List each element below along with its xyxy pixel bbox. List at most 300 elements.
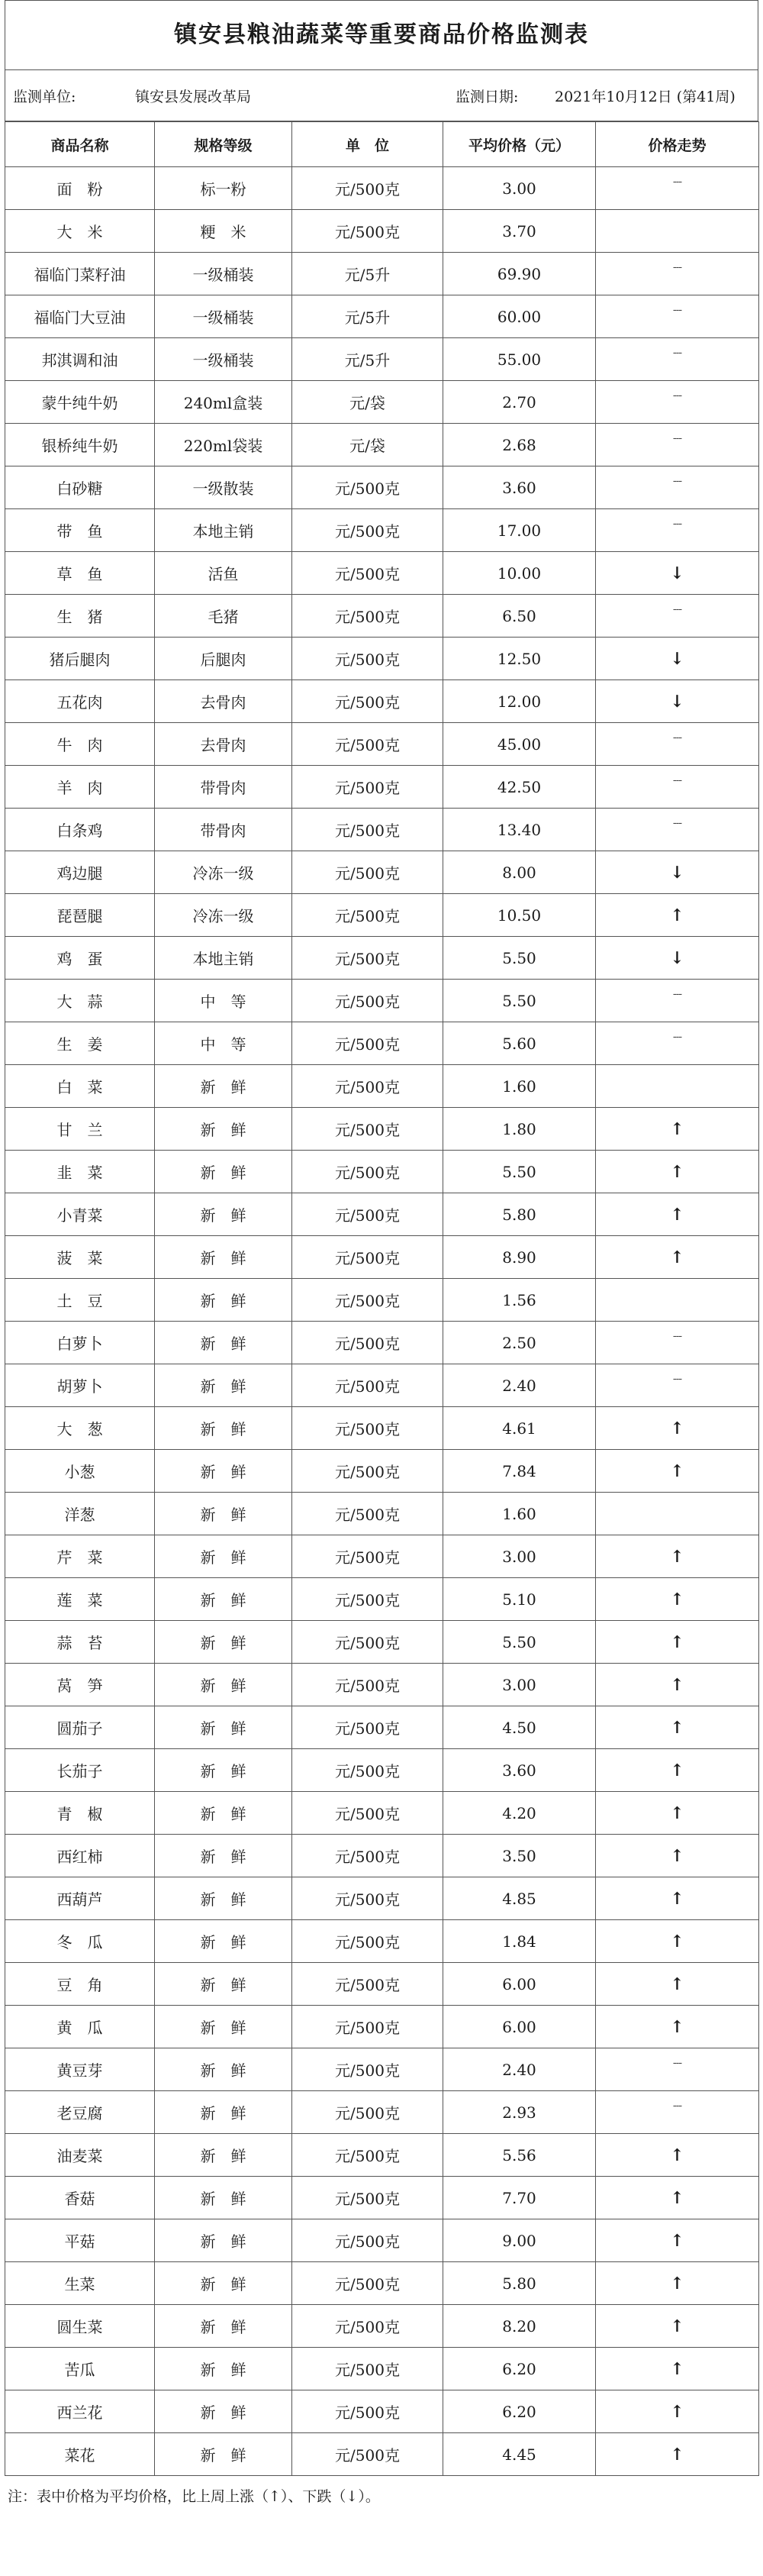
cell-trend (596, 1108, 759, 1151)
arrow-down-icon: ↓ (670, 648, 684, 669)
table-row (5, 1108, 759, 1151)
cell-unit: 元/500克 (292, 766, 443, 809)
table-row (5, 851, 759, 894)
cell-name: 蒜 苔 (5, 1621, 155, 1664)
cell-spec: 新 鲜 (155, 2348, 292, 2390)
cell-price: 1.84 (443, 1920, 596, 1963)
cell-name: 圆茄子 (5, 1706, 155, 1749)
cell-name: 洋葱 (5, 1493, 155, 1535)
table-row (5, 1279, 759, 1322)
arrow-up-icon: ↑ (670, 1418, 684, 1438)
monitor-date-label: 监测日期: (456, 88, 519, 105)
table-row (5, 1664, 759, 1706)
price-sheet (5, 0, 758, 2515)
table-row (5, 1877, 759, 1920)
cell-price: 2.70 (443, 381, 596, 424)
cell-spec: 一级桶装 (155, 338, 292, 381)
cell-trend (596, 2134, 759, 2177)
cell-trend (596, 1835, 759, 1877)
cell-price: 55.00 (443, 338, 596, 381)
table-row (5, 937, 759, 980)
cell-name: 带 鱼 (5, 509, 155, 552)
cell-unit: 元/500克 (292, 1322, 443, 1364)
flat-trend-mark: --- (672, 474, 682, 487)
cell-price: 5.50 (443, 1621, 596, 1664)
header-price: 平均价格（元） (443, 122, 596, 167)
table-row (5, 1450, 759, 1493)
table-row (5, 552, 759, 595)
cell-spec: 带骨肉 (155, 809, 292, 851)
table-row (5, 809, 759, 851)
cell-trend (596, 980, 759, 1022)
cell-price: 17.00 (443, 509, 596, 552)
cell-spec: 毛猪 (155, 595, 292, 638)
cell-unit: 元/500克 (292, 1108, 443, 1151)
cell-name: 羊 肉 (5, 766, 155, 809)
cell-price: 5.80 (443, 2262, 596, 2305)
table-row (5, 381, 759, 424)
table-row (5, 295, 759, 338)
cell-name: 大 葱 (5, 1407, 155, 1450)
table-row (5, 1364, 759, 1407)
cell-spec: 新 鲜 (155, 2091, 292, 2134)
cell-spec: 新 鲜 (155, 1877, 292, 1920)
cell-spec: 本地主销 (155, 509, 292, 552)
cell-name: 大 米 (5, 210, 155, 253)
cell-unit: 元/500克 (292, 809, 443, 851)
arrow-up-icon: ↑ (670, 2316, 684, 2336)
cell-unit: 元/500克 (292, 1621, 443, 1664)
table-row (5, 2091, 759, 2134)
cell-spec: 一级桶装 (155, 295, 292, 338)
cell-trend (596, 2219, 759, 2262)
cell-trend (596, 210, 759, 253)
table-row (5, 1322, 759, 1364)
flat-trend-mark: --- (672, 1030, 682, 1043)
flat-trend-mark: --- (672, 2099, 682, 2112)
cell-trend (596, 851, 759, 894)
cell-trend (596, 2305, 759, 2348)
cell-name: 白萝卜 (5, 1322, 155, 1364)
arrow-up-icon: ↑ (670, 2358, 684, 2379)
cell-spec: 冷冻一级 (155, 894, 292, 937)
table-body (5, 167, 759, 2476)
cell-price: 4.20 (443, 1792, 596, 1835)
cell-name: 牛 肉 (5, 723, 155, 766)
cell-name: 芹 菜 (5, 1535, 155, 1578)
cell-price: 3.00 (443, 167, 596, 210)
cell-spec: 去骨肉 (155, 680, 292, 723)
cell-price: 13.40 (443, 809, 596, 851)
price-table (5, 121, 759, 2476)
table-row (5, 167, 759, 210)
table-row (5, 1920, 759, 1963)
cell-name: 西葫芦 (5, 1877, 155, 1920)
cell-unit: 元/500克 (292, 1065, 443, 1108)
cell-name: 长茄子 (5, 1749, 155, 1792)
cell-spec: 新 鲜 (155, 1151, 292, 1193)
cell-name: 油麦菜 (5, 2134, 155, 2177)
table-row (5, 723, 759, 766)
cell-unit: 元/500克 (292, 210, 443, 253)
table-row (5, 2006, 759, 2048)
cell-price: 6.20 (443, 2390, 596, 2433)
flat-trend-mark: --- (672, 2056, 682, 2069)
arrow-up-icon: ↑ (670, 905, 684, 925)
cell-price: 3.50 (443, 1835, 596, 1877)
monitor-date-value: 2021年10月12日 (第41周) (555, 88, 736, 105)
cell-name: 福临门大豆油 (5, 295, 155, 338)
table-row (5, 1407, 759, 1450)
cell-price: 6.50 (443, 595, 596, 638)
cell-unit: 元/500克 (292, 1022, 443, 1065)
cell-trend (596, 1963, 759, 2006)
cell-price: 5.56 (443, 2134, 596, 2177)
cell-price: 1.80 (443, 1108, 596, 1151)
cell-unit: 元/500克 (292, 595, 443, 638)
cell-spec: 240ml盒装 (155, 381, 292, 424)
cell-unit: 元/500克 (292, 723, 443, 766)
cell-unit: 元/500克 (292, 1835, 443, 1877)
table-row (5, 466, 759, 509)
cell-trend (596, 2006, 759, 2048)
table-row (5, 1963, 759, 2006)
table-row (5, 2390, 759, 2433)
cell-trend (596, 1792, 759, 1835)
cell-unit: 元/500克 (292, 937, 443, 980)
table-row (5, 980, 759, 1022)
cell-spec: 新 鲜 (155, 2048, 292, 2091)
arrow-up-icon: ↑ (670, 1760, 684, 1780)
cell-name: 黄 瓜 (5, 2006, 155, 2048)
cell-unit: 元/500克 (292, 1407, 443, 1450)
cell-price: 45.00 (443, 723, 596, 766)
page-title: 镇安县粮油蔬菜等重要商品价格监测表 (5, 0, 758, 69)
arrow-up-icon: ↑ (670, 2016, 684, 2037)
cell-name: 鸡边腿 (5, 851, 155, 894)
cell-trend (596, 2262, 759, 2305)
cell-name: 土 豆 (5, 1279, 155, 1322)
cell-trend (596, 2177, 759, 2219)
cell-trend (596, 1065, 759, 1108)
flat-trend-mark: --- (672, 303, 682, 316)
cell-trend (596, 1279, 759, 1322)
arrow-up-icon: ↑ (670, 1888, 684, 1909)
cell-name: 菠 菜 (5, 1236, 155, 1279)
cell-trend (596, 1493, 759, 1535)
table-row (5, 1578, 759, 1621)
cell-price: 2.68 (443, 424, 596, 466)
cell-price: 60.00 (443, 295, 596, 338)
cell-price: 7.70 (443, 2177, 596, 2219)
cell-name: 莴 笋 (5, 1664, 155, 1706)
cell-spec: 新 鲜 (155, 2305, 292, 2348)
cell-name: 西兰花 (5, 2390, 155, 2433)
cell-trend (596, 1022, 759, 1065)
cell-trend (596, 1450, 759, 1493)
cell-price: 6.00 (443, 1963, 596, 2006)
arrow-up-icon: ↑ (670, 1461, 684, 1481)
arrow-up-icon: ↑ (670, 2401, 684, 2422)
cell-spec: 新 鲜 (155, 1108, 292, 1151)
cell-price: 3.00 (443, 1664, 596, 1706)
cell-name: 蒙牛纯牛奶 (5, 381, 155, 424)
table-row (5, 1151, 759, 1193)
cell-name: 圆生菜 (5, 2305, 155, 2348)
cell-price: 1.56 (443, 1279, 596, 1322)
cell-spec: 本地主销 (155, 937, 292, 980)
table-row (5, 1022, 759, 1065)
cell-trend (596, 1877, 759, 1920)
cell-spec: 新 鲜 (155, 1322, 292, 1364)
cell-name: 豆 角 (5, 1963, 155, 2006)
cell-name: 生 猪 (5, 595, 155, 638)
table-row (5, 2219, 759, 2262)
cell-name: 甘 兰 (5, 1108, 155, 1151)
cell-trend (596, 1535, 759, 1578)
cell-spec: 新 鲜 (155, 1792, 292, 1835)
cell-unit: 元/500克 (292, 638, 443, 680)
cell-price: 1.60 (443, 1493, 596, 1535)
table-row (5, 1749, 759, 1792)
cell-price: 3.70 (443, 210, 596, 253)
table-row (5, 509, 759, 552)
cell-name: 黄豆芽 (5, 2048, 155, 2091)
cell-name: 白砂糖 (5, 466, 155, 509)
cell-spec: 带骨肉 (155, 766, 292, 809)
table-row (5, 1065, 759, 1108)
cell-name: 面 粉 (5, 167, 155, 210)
cell-unit: 元/5升 (292, 338, 443, 381)
cell-spec: 标一粉 (155, 167, 292, 210)
meta-bar (5, 69, 758, 121)
cell-name: 青 椒 (5, 1792, 155, 1835)
cell-spec: 新 鲜 (155, 1835, 292, 1877)
cell-spec: 新 鲜 (155, 2433, 292, 2476)
cell-price: 2.40 (443, 2048, 596, 2091)
cell-price: 4.85 (443, 1877, 596, 1920)
arrow-up-icon: ↑ (670, 1674, 684, 1695)
cell-trend (596, 2433, 759, 2476)
header-trend: 价格走势 (596, 122, 759, 167)
arrow-down-icon: ↓ (670, 862, 684, 883)
cell-unit: 元/500克 (292, 552, 443, 595)
cell-price: 3.00 (443, 1535, 596, 1578)
table-row (5, 210, 759, 253)
cell-unit: 元/500克 (292, 2006, 443, 2048)
cell-trend (596, 1578, 759, 1621)
cell-trend (596, 894, 759, 937)
cell-price: 5.60 (443, 1022, 596, 1065)
cell-trend (596, 424, 759, 466)
table-row (5, 1535, 759, 1578)
cell-trend (596, 1322, 759, 1364)
cell-spec: 新 鲜 (155, 2390, 292, 2433)
arrow-up-icon: ↑ (670, 1974, 684, 1994)
cell-name: 琵琶腿 (5, 894, 155, 937)
cell-spec: 新 鲜 (155, 1407, 292, 1450)
cell-name: 小葱 (5, 1450, 155, 1493)
cell-unit: 元/500克 (292, 167, 443, 210)
cell-unit: 元/500克 (292, 1236, 443, 1279)
cell-unit: 元/500克 (292, 1664, 443, 1706)
cell-name: 菜花 (5, 2433, 155, 2476)
cell-unit: 元/500克 (292, 2348, 443, 2390)
cell-unit: 元/500克 (292, 1877, 443, 1920)
cell-price: 2.93 (443, 2091, 596, 2134)
cell-trend (596, 509, 759, 552)
cell-price: 6.20 (443, 2348, 596, 2390)
table-row (5, 253, 759, 295)
cell-name: 胡萝卜 (5, 1364, 155, 1407)
cell-unit: 元/500克 (292, 466, 443, 509)
flat-trend-mark: --- (672, 773, 682, 786)
table-row (5, 2262, 759, 2305)
cell-name: 生菜 (5, 2262, 155, 2305)
cell-unit: 元/500克 (292, 1193, 443, 1236)
table-row (5, 1792, 759, 1835)
table-row (5, 1706, 759, 1749)
arrow-up-icon: ↑ (670, 1161, 684, 1182)
cell-name: 西红柿 (5, 1835, 155, 1877)
cell-trend (596, 167, 759, 210)
cell-trend (596, 295, 759, 338)
footnote: 注：表中价格为平均价格，比上周上涨（↑）、下跌（↓）。 (8, 2488, 380, 2505)
cell-price: 4.61 (443, 1407, 596, 1450)
flat-trend-mark: --- (672, 260, 682, 273)
cell-name: 白条鸡 (5, 809, 155, 851)
arrow-up-icon: ↑ (670, 2230, 684, 2251)
cell-price: 2.40 (443, 1364, 596, 1407)
cell-spec: 新 鲜 (155, 2219, 292, 2262)
cell-name: 草 鱼 (5, 552, 155, 595)
cell-unit: 元/500克 (292, 509, 443, 552)
cell-trend (596, 2091, 759, 2134)
cell-trend (596, 1621, 759, 1664)
arrow-up-icon: ↑ (670, 2444, 684, 2465)
table-row (5, 1236, 759, 1279)
cell-trend (596, 1407, 759, 1450)
table-row (5, 638, 759, 680)
cell-trend (596, 253, 759, 295)
cell-price: 3.60 (443, 1749, 596, 1792)
cell-price: 2.50 (443, 1322, 596, 1364)
cell-trend (596, 1236, 759, 1279)
cell-spec: 活鱼 (155, 552, 292, 595)
cell-trend (596, 1151, 759, 1193)
cell-unit: 元/5升 (292, 253, 443, 295)
cell-unit: 元/500克 (292, 680, 443, 723)
table-row (5, 2177, 759, 2219)
cell-spec: 粳 米 (155, 210, 292, 253)
cell-unit: 元/500克 (292, 980, 443, 1022)
cell-trend (596, 466, 759, 509)
monitor-unit-label: 监测单位: (13, 88, 76, 105)
cell-unit: 元/500克 (292, 2048, 443, 2091)
cell-price: 8.90 (443, 1236, 596, 1279)
cell-price: 8.00 (443, 851, 596, 894)
cell-spec: 冷冻一级 (155, 851, 292, 894)
cell-name: 莲 菜 (5, 1578, 155, 1621)
cell-unit: 元/500克 (292, 1450, 443, 1493)
cell-spec: 新 鲜 (155, 1493, 292, 1535)
cell-trend (596, 381, 759, 424)
cell-price: 5.50 (443, 1151, 596, 1193)
cell-spec: 一级桶装 (155, 253, 292, 295)
cell-price: 12.50 (443, 638, 596, 680)
cell-unit: 元/500克 (292, 2219, 443, 2262)
cell-unit: 元/5升 (292, 295, 443, 338)
cell-trend (596, 2390, 759, 2433)
cell-trend (596, 937, 759, 980)
cell-trend (596, 2348, 759, 2390)
arrow-up-icon: ↑ (670, 1546, 684, 1567)
cell-trend (596, 1364, 759, 1407)
cell-trend (596, 1664, 759, 1706)
flat-trend-mark: --- (672, 1372, 682, 1385)
table-row (5, 1621, 759, 1664)
cell-price: 10.50 (443, 894, 596, 937)
cell-price: 3.60 (443, 466, 596, 509)
cell-spec: 新 鲜 (155, 2006, 292, 2048)
cell-unit: 元/500克 (292, 2177, 443, 2219)
arrow-up-icon: ↑ (670, 2145, 684, 2165)
cell-unit: 元/500克 (292, 1920, 443, 1963)
cell-spec: 新 鲜 (155, 1749, 292, 1792)
cell-unit: 元/500克 (292, 1535, 443, 1578)
flat-trend-mark: --- (672, 987, 682, 1000)
cell-trend (596, 809, 759, 851)
cell-price: 1.60 (443, 1065, 596, 1108)
table-row (5, 2048, 759, 2091)
cell-spec: 新 鲜 (155, 1065, 292, 1108)
cell-spec: 新 鲜 (155, 1920, 292, 1963)
cell-price: 8.20 (443, 2305, 596, 2348)
cell-price: 4.45 (443, 2433, 596, 2476)
cell-spec: 新 鲜 (155, 2134, 292, 2177)
cell-trend (596, 1706, 759, 1749)
cell-trend (596, 595, 759, 638)
arrow-up-icon: ↑ (670, 2187, 684, 2208)
cell-name: 生 姜 (5, 1022, 155, 1065)
flat-trend-mark: --- (672, 431, 682, 444)
cell-unit: 元/500克 (292, 1792, 443, 1835)
cell-spec: 新 鲜 (155, 1621, 292, 1664)
cell-trend (596, 638, 759, 680)
cell-name: 五花肉 (5, 680, 155, 723)
arrow-down-icon: ↓ (670, 563, 684, 583)
cell-trend (596, 1920, 759, 1963)
cell-unit: 元/500克 (292, 1963, 443, 2006)
flat-trend-mark: --- (672, 175, 682, 188)
flat-trend-mark: --- (672, 1329, 682, 1342)
cell-price: 42.50 (443, 766, 596, 809)
cell-spec: 新 鲜 (155, 1963, 292, 2006)
cell-spec: 新 鲜 (155, 1450, 292, 1493)
arrow-up-icon: ↑ (670, 1632, 684, 1652)
cell-trend (596, 680, 759, 723)
cell-trend (596, 338, 759, 381)
cell-unit: 元/500克 (292, 1749, 443, 1792)
cell-price: 10.00 (443, 552, 596, 595)
cell-price: 6.00 (443, 2006, 596, 2048)
cell-price: 9.00 (443, 2219, 596, 2262)
flat-trend-mark: --- (672, 517, 682, 530)
cell-spec: 新 鲜 (155, 1535, 292, 1578)
table-row (5, 338, 759, 381)
cell-spec: 新 鲜 (155, 1193, 292, 1236)
cell-unit: 元/500克 (292, 2390, 443, 2433)
